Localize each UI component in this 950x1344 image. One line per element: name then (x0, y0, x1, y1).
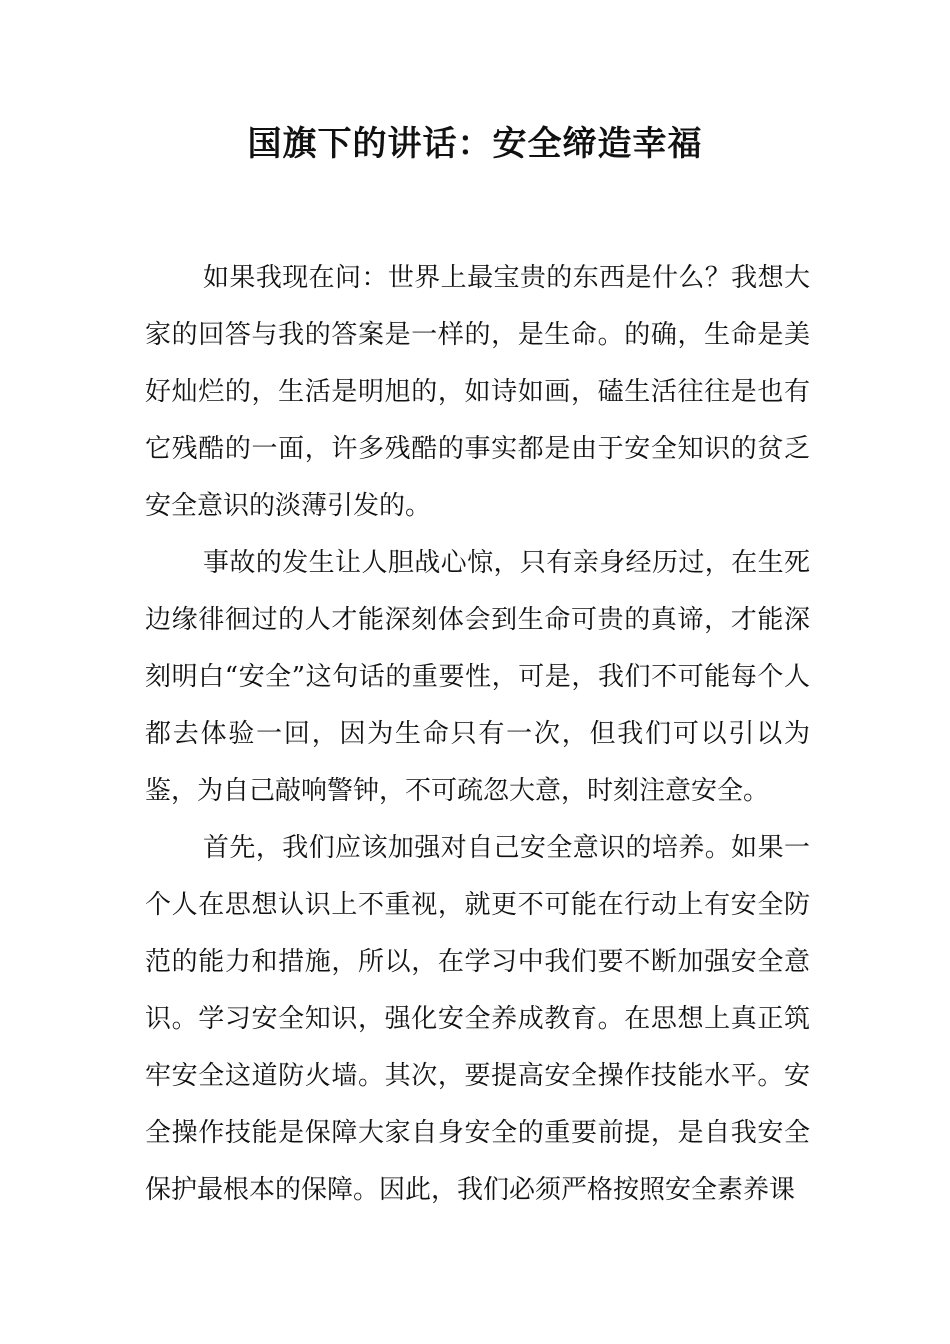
paragraph-2: 事故的发生让人胆战心惊，只有亲身经历过，在生死边缘徘徊过的人才能深刻体会到生命可贵的真谛，才能深刻明白“安全”这句话的重要性，可是，我们不可能每个人都去体验一回，因为生命只有一次，但我们可以引以为鉴，为自己敲响警钟，不可疏忽大意，时刻注意安全。 (145, 548, 810, 806)
paragraph-3: 首先，我们应该加强对自己安全意识的培养。如果一个人在思想认识上不重视，就更不可能在行动上有安全防范的能力和措施，所以，在学习中我们要不断加强安全意识。学习安全知识，强化安全养成教育。在思想上真正筑牢安全这道防火墙。其次，要提高安全操作技能水平。安全操作技能是保障大家自身安全的重要前提，是自我安全保护最根本的保障。因此，我们必须严格按照安全素养课 (145, 833, 810, 1205)
document-body (145, 250, 810, 1219)
paragraph-1: 如果我现在问：世界上最宝贵的东西是什么？我想大家的回答与我的答案是一样的，是生命。的确，生命是美好灿烂的，生活是明旭的，如诗如画，磕生活往往是也有它残酷的一面，许多残酷的事实都是由于安全知识的贫乏安全意识的淡薄引发的。 (145, 263, 810, 521)
document-title: 国旗下的讲话：安全缔造幸福 (247, 124, 703, 164)
